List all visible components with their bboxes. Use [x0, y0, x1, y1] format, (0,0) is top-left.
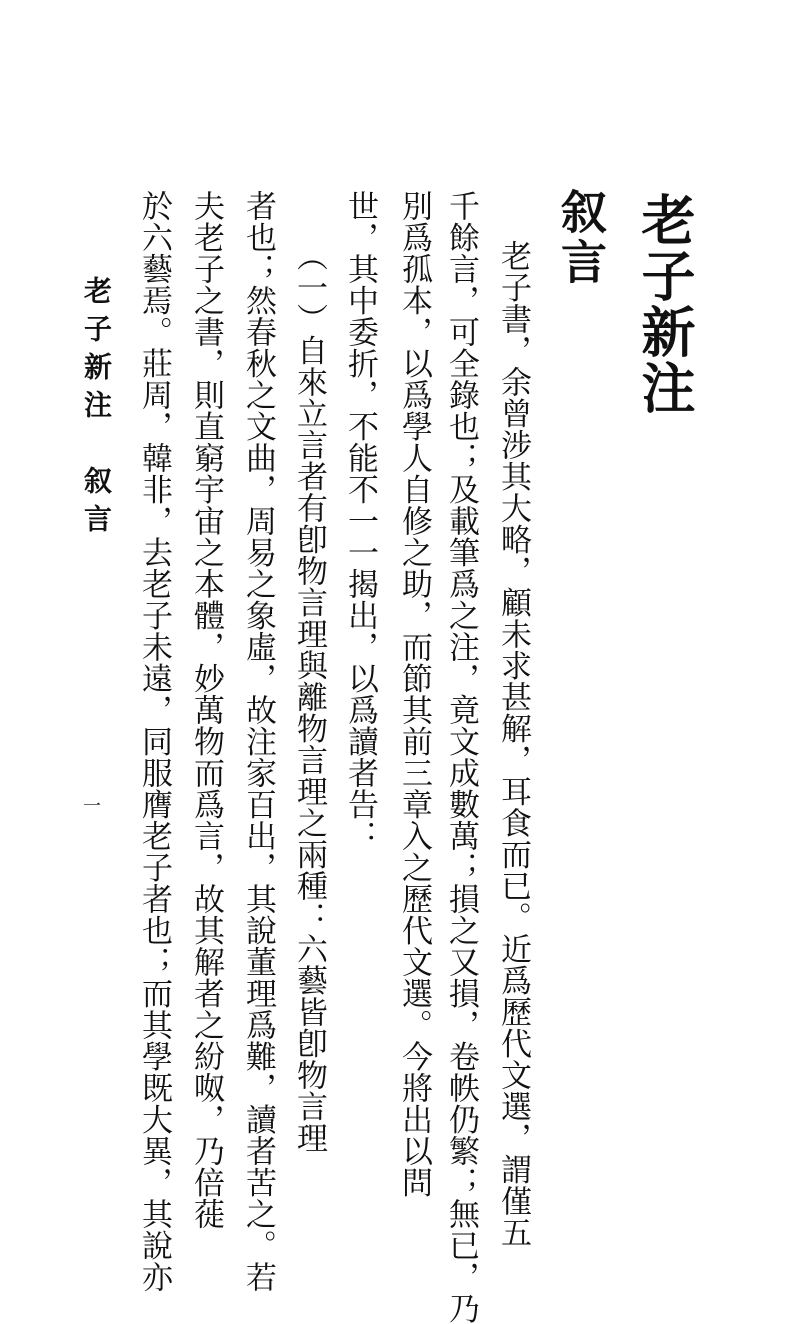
- text-column-6: 者也；然春秋之文曲，周易之象虛，故注家百出，其說董理爲難，讀者苦之。若: [240, 190, 276, 1293]
- text-column-3: 別爲孤本，以爲學人自修之助，而節其前三章入之歷代文選。今將出以問: [396, 190, 432, 1198]
- text-column-8: 於六藝焉。莊周，韓非，去老子未遠，同服膺老子者也；而其學既大異，其說亦: [136, 190, 172, 1293]
- text-column-7: 夫老子之書，則直窮宇宙之本體，妙萬物而爲言，故其解者之紛呶，乃倍蓰: [188, 190, 224, 1230]
- page-number: 一: [83, 796, 101, 817]
- text-column-1: 老子書，余曾涉其大略，顧未求甚解，耳食而已。近爲歷代文選，謂僅五: [495, 240, 531, 1248]
- text-column-2: 千餘言，可全錄也；及載筆爲之注，竟文成數萬；損之又損，卷帙仍繁；無已，乃: [443, 190, 479, 1324]
- book-title: 老子新注: [633, 192, 697, 416]
- section-title: 叙言: [554, 188, 608, 288]
- running-footer: 老子新注 叙言: [80, 276, 113, 542]
- text-column-5: （一）自來立言者有卽物言理與離物言理之兩種：六藝皆卽物言理: [291, 240, 327, 1154]
- text-column-4: 世，其中委折，不能不一一揭出，以爲讀者告：: [342, 190, 378, 852]
